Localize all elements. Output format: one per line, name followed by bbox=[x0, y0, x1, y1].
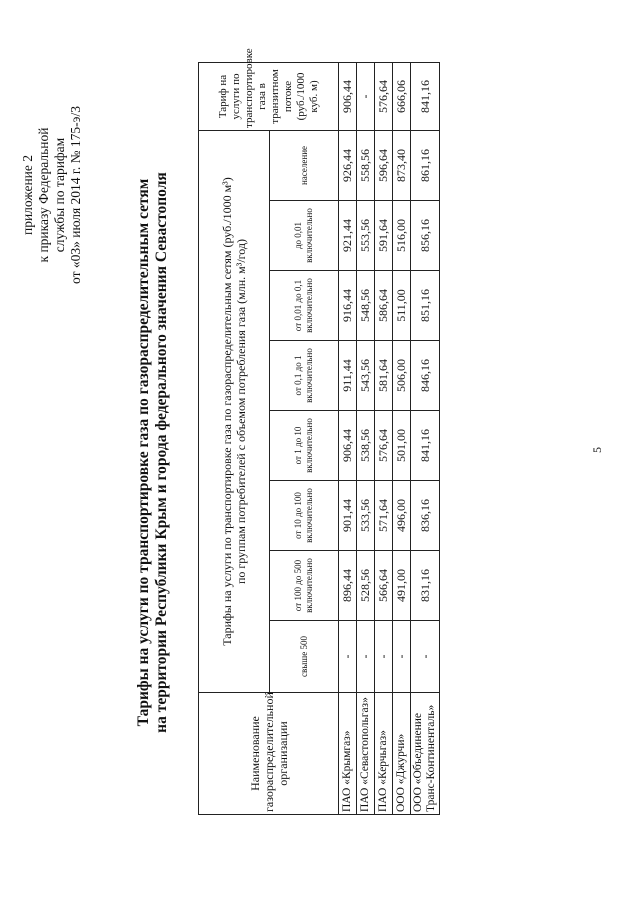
appendix-line-4: от «03» июля 2014 г. № 175-э/3 bbox=[68, 106, 83, 284]
tariff-value: 831,16 bbox=[411, 551, 440, 621]
consumer-group-header: свыше 500 bbox=[270, 621, 339, 693]
tariff-value: - bbox=[339, 621, 357, 693]
tariff-value: 906,44 bbox=[339, 411, 357, 481]
tariff-value: - bbox=[357, 621, 375, 693]
tariff-table-body bbox=[339, 62, 440, 814]
consumer-group-header: от 10 до 100 включительно bbox=[270, 481, 339, 551]
tariff-value: 591,64 bbox=[375, 201, 393, 271]
tariff-value: 496,00 bbox=[393, 481, 411, 551]
appendix-line-1: приложение 2 bbox=[20, 154, 35, 236]
transit-tariff-header: Тариф на услуги по транспортировке газа в транзитном потоке (руб./1000 куб. м) bbox=[199, 62, 339, 130]
table-row bbox=[411, 62, 440, 814]
tariff-value: 558,56 bbox=[357, 130, 375, 200]
tariff-value: 511,00 bbox=[393, 271, 411, 341]
appendix-line-2: к приказу Федеральной bbox=[36, 127, 51, 263]
consumer-group-header: от 0,1 до 1 включительно bbox=[270, 341, 339, 411]
tariff-value: 666,06 bbox=[393, 62, 411, 130]
tariff-value: 873,40 bbox=[393, 130, 411, 200]
tariff-value: 576,64 bbox=[375, 411, 393, 481]
organization-name: ПАО «Крымгаз» bbox=[339, 693, 357, 815]
tariff-group-header-line-1: Тарифы на услуги по транспортировке газа по газораспределительным сетям (руб./1000 м³) bbox=[220, 177, 234, 646]
tariff-value: 581,64 bbox=[375, 341, 393, 411]
tariff-value: 553,56 bbox=[357, 201, 375, 271]
table-row bbox=[357, 62, 375, 814]
tariff-value: 916,44 bbox=[339, 271, 357, 341]
tariff-value: 906,44 bbox=[339, 62, 357, 130]
tariff-value: 596,64 bbox=[375, 130, 393, 200]
tariff-group-header bbox=[199, 130, 270, 692]
tariff-value: 836,16 bbox=[411, 481, 440, 551]
tariff-value: 901,44 bbox=[339, 481, 357, 551]
tariff-value: 566,64 bbox=[375, 551, 393, 621]
organization-name: ПАО «Керчьгаз» bbox=[375, 693, 393, 815]
table-row bbox=[339, 62, 357, 814]
tariff-value: 576,64 bbox=[375, 62, 393, 130]
tariff-value: - bbox=[411, 621, 440, 693]
organization-name: ООО «Джурчи» bbox=[393, 693, 411, 815]
document-title bbox=[135, 0, 171, 905]
tariff-value: 846,16 bbox=[411, 341, 440, 411]
org-column-header: Наименование газораспределительной организации bbox=[199, 693, 339, 815]
tariff-value: 506,00 bbox=[393, 341, 411, 411]
tariff-value: 841,16 bbox=[411, 62, 440, 130]
tariff-value: 586,64 bbox=[375, 271, 393, 341]
consumer-group-header: до 0,01 включительно bbox=[270, 201, 339, 271]
page-number: 5 bbox=[590, 447, 604, 453]
tariff-value: 533,56 bbox=[357, 481, 375, 551]
appendix-line-3: службы по тарифам bbox=[52, 137, 67, 253]
consumer-group-header: население bbox=[270, 130, 339, 200]
title-line-2: на территории Республики Крым и города федерального значения Севастополя bbox=[153, 172, 170, 733]
organization-name: ПАО «Севастопольгаз» bbox=[357, 693, 375, 815]
consumer-group-header: от 0,01 до 0,1 включительно bbox=[270, 271, 339, 341]
tariff-value: 896,44 bbox=[339, 551, 357, 621]
tariff-value: 851,16 bbox=[411, 271, 440, 341]
organization-name: ООО «Объединение Транс-Континенталь» bbox=[411, 693, 440, 815]
tariff-value: 921,44 bbox=[339, 201, 357, 271]
tariff-value: 856,16 bbox=[411, 201, 440, 271]
tariff-value: 911,44 bbox=[339, 341, 357, 411]
tariff-table bbox=[198, 48, 440, 815]
tariff-value: 491,00 bbox=[393, 551, 411, 621]
consumer-group-header: от 100 до 500 включительно bbox=[270, 551, 339, 621]
tariff-group-header-line-2: по группам потребителей с объемом потребления газа (млн. м³/год) bbox=[234, 238, 248, 585]
tariff-value: 926,44 bbox=[339, 130, 357, 200]
tariff-value: 538,56 bbox=[357, 411, 375, 481]
table-row bbox=[375, 62, 393, 814]
tariff-value: 861,16 bbox=[411, 130, 440, 200]
tariff-value: 516,00 bbox=[393, 201, 411, 271]
tariff-value: - bbox=[357, 62, 375, 130]
tariff-value: 501,00 bbox=[393, 411, 411, 481]
consumer-group-header: от 1 до 10 включительно bbox=[270, 411, 339, 481]
appendix-header bbox=[20, 45, 84, 345]
tariff-value: - bbox=[375, 621, 393, 693]
table-row bbox=[393, 62, 411, 814]
tariff-value: - bbox=[393, 621, 411, 693]
tariff-value: 548,56 bbox=[357, 271, 375, 341]
tariff-value: 528,56 bbox=[357, 551, 375, 621]
tariff-value: 571,64 bbox=[375, 481, 393, 551]
tariff-value: 543,56 bbox=[357, 341, 375, 411]
tariff-value: 841,16 bbox=[411, 411, 440, 481]
title-line-1: Тарифы на услуги по транспортировке газа по газораспределительным сетям bbox=[135, 178, 152, 727]
